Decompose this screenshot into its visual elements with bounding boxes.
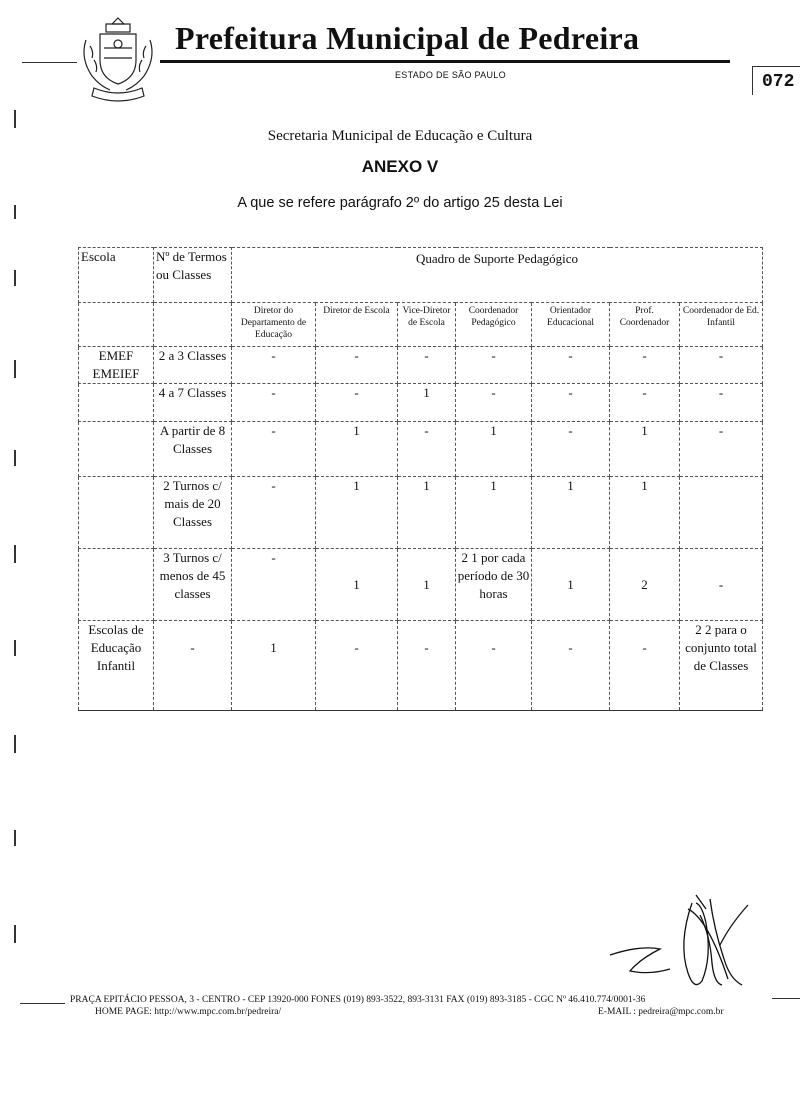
signature-icon [600, 885, 760, 1005]
cell-value: - [232, 422, 316, 477]
cell-value: 1 [610, 477, 680, 549]
cell-value: - [316, 384, 398, 422]
department-name: Secretaria Municipal de Educação e Cultura [267, 128, 533, 144]
cell-value: 1 [532, 477, 610, 549]
cell-value: - [456, 621, 532, 711]
cell-value: - [532, 621, 610, 711]
cell-escola [79, 549, 154, 621]
cell-classes: - [154, 621, 232, 711]
margin-mark [14, 925, 16, 943]
role-header: Orientador Educacional [532, 303, 610, 347]
cell-value: - [398, 621, 456, 711]
state-label: ESTADO DE SÃO PAULO [395, 70, 506, 80]
cell-value [680, 477, 763, 549]
margin-mark [14, 450, 16, 466]
margin-mark [14, 360, 16, 378]
cell-value: 1 [398, 384, 456, 422]
annex-reference: A que se refere parágrafo 2º do artigo 25 desta Lei [237, 195, 563, 211]
cell-value: - [232, 384, 316, 422]
cell-value: 2 2 para o conjunto total de Classes [680, 621, 763, 711]
cell-escola: Escolas de Educação Infantil [79, 621, 154, 711]
header-turnos: Nº de Termos ou Classes [154, 248, 232, 303]
table-row [79, 477, 763, 549]
cell-value: 1 [456, 477, 532, 549]
cell-value: - [398, 347, 456, 384]
annex-title: ANEXO V [361, 157, 439, 176]
header-spacer [79, 303, 154, 347]
margin-mark [14, 545, 16, 563]
cell-value: 1 [532, 549, 610, 621]
cell-value: - [532, 422, 610, 477]
footer-email: E-MAIL : pedreira@mpc.com.br [598, 1007, 724, 1017]
cell-value: 1 [456, 422, 532, 477]
cell-value: - [456, 384, 532, 422]
header-group: Quadro de Suporte Pedagógico [232, 248, 763, 303]
margin-mark [14, 110, 16, 128]
table-row [79, 422, 763, 477]
footer-right-rule [772, 998, 800, 999]
cell-value: - [532, 384, 610, 422]
table-row [79, 621, 763, 711]
cell-escola [79, 422, 154, 477]
cell-value: - [232, 347, 316, 384]
page-title: Prefeitura Municipal de Pedreira [175, 20, 640, 56]
role-header: Prof. Coordenador [610, 303, 680, 347]
cell-value: - [610, 621, 680, 711]
role-header: Diretor de Escola [316, 303, 398, 347]
cell-value: - [532, 347, 610, 384]
table-row [79, 549, 763, 621]
cell-value: 1 [610, 422, 680, 477]
footer-left-rule [20, 1003, 65, 1004]
margin-mark [14, 270, 16, 286]
footer-homepage: HOME PAGE: http://www.mpc.com.br/pedreira/ [95, 1007, 282, 1017]
cell-classes: 4 a 7 Classes [154, 384, 232, 422]
cell-classes: 2 Turnos c/ mais de 20 Classes [154, 477, 232, 549]
cell-escola [79, 384, 154, 422]
page-number: 072 [762, 72, 795, 92]
cell-value: 2 1 por cada período de 30 horas [456, 549, 532, 621]
cell-value: 1 [316, 422, 398, 477]
cell-value: - [316, 347, 398, 384]
cell-value: - [610, 384, 680, 422]
title-rule [160, 60, 730, 63]
cell-classes: 2 a 3 Classes [154, 347, 232, 384]
footer-address: PRAÇA EPITÁCIO PESSOA, 3 - CENTRO - CEP 13920-000 FONES (019) 893-3522, 893-3131 FAX (019) 893-3185 - CGC Nº 46.410.774/0001-36 [70, 995, 646, 1005]
table-row [79, 347, 763, 384]
header-escola: Escola [79, 248, 154, 303]
table-row [79, 384, 763, 422]
role-header: Coordenador de Ed. Infantil [680, 303, 763, 347]
cell-value: - [610, 347, 680, 384]
header-spacer [154, 303, 232, 347]
cell-value: 1 [316, 477, 398, 549]
cell-escola [79, 477, 154, 549]
cell-value: 1 [398, 477, 456, 549]
cell-value: 2 [610, 549, 680, 621]
coat-of-arms-icon [72, 14, 164, 104]
cell-value: - [398, 422, 456, 477]
margin-mark [14, 735, 16, 753]
role-header: Coordenador Pedagógico [456, 303, 532, 347]
role-header: Diretor do Departamento de Educação [232, 303, 316, 347]
cell-value: - [232, 549, 316, 621]
cell-value: - [316, 621, 398, 711]
cell-classes: A partir de 8 Classes [154, 422, 232, 477]
cell-classes: 3 Turnos c/ menos de 45 classes [154, 549, 232, 621]
cell-value: - [680, 549, 763, 621]
cell-escola: EMEF EMEIEF [79, 347, 154, 384]
margin-mark [14, 640, 16, 656]
cell-value: - [680, 422, 763, 477]
cell-value: - [456, 347, 532, 384]
cell-value: - [680, 347, 763, 384]
cell-value: - [680, 384, 763, 422]
header-left-rule [22, 62, 77, 63]
cell-value: 1 [316, 549, 398, 621]
margin-mark [14, 830, 16, 846]
cell-value: 1 [232, 621, 316, 711]
cell-value: 1 [398, 549, 456, 621]
support-staff-table [78, 247, 763, 711]
cell-value: - [232, 477, 316, 549]
role-header: Vice-Diretor de Escola [398, 303, 456, 347]
